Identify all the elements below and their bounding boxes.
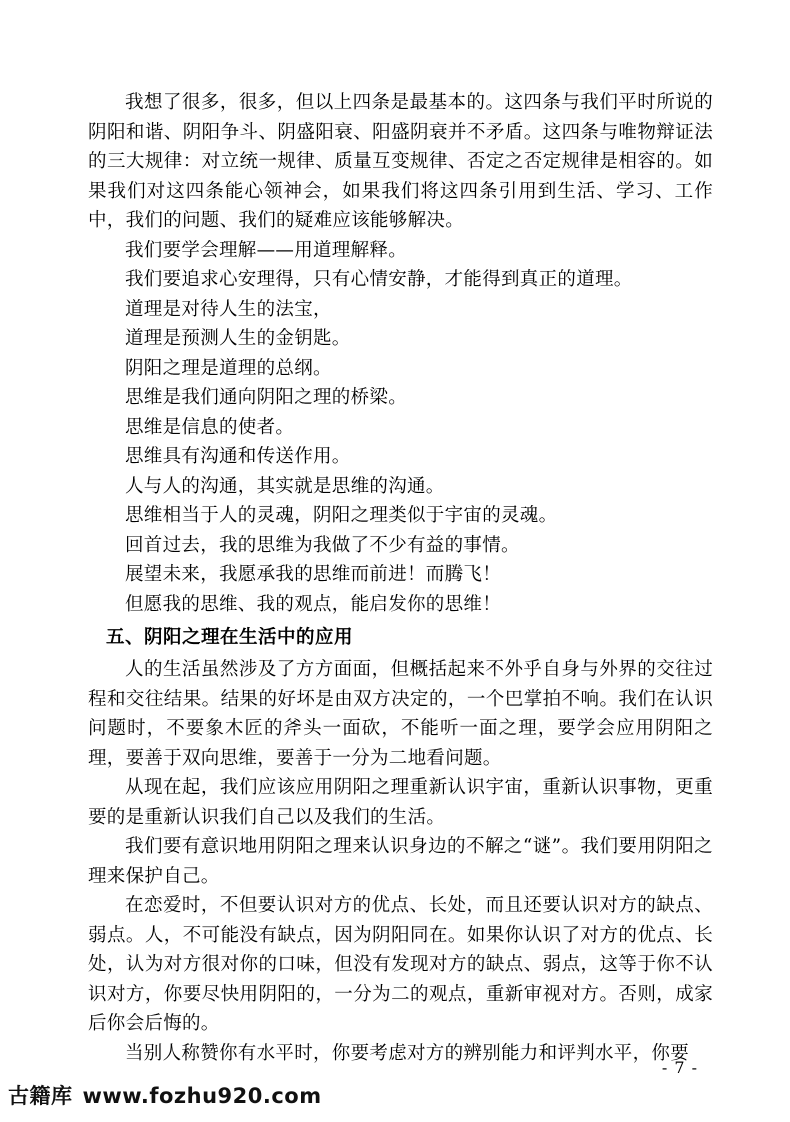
text-line-10: 思维相当于人的灵魂，阴阳之理类似于宇宙的灵魂。 — [125, 505, 558, 526]
text-line-2: 我们要追求心安理得，只有心情安静，才能得到真正的道理。 — [125, 269, 633, 290]
watermark-site: www.fozhu920.com — [82, 1084, 322, 1108]
text-line-9: 人与人的沟通，其实就是思维的沟通。 — [125, 475, 445, 497]
text-line-1: 我们要学会理解——用道理解释。 — [125, 239, 408, 261]
text-line-13: 但愿我的思维、我的观点，能启发你的思维！ — [125, 593, 502, 615]
text-line-8: 思维具有沟通和传送作用。 — [125, 446, 351, 467]
text-line-4: 道理是预测人生的金钥匙。 — [125, 328, 351, 349]
text-line-6: 思维是我们通向阴阳之理的桥梁。 — [125, 387, 408, 408]
paragraph-6: 当别人称赞你有水平时，你要考虑对方的辨别能力和评判水平，你要 — [125, 1042, 690, 1064]
watermark — [8, 1080, 322, 1110]
text-line-7: 思维是信息的使者。 — [125, 416, 295, 438]
text-line-3: 道理是对待人生的法宝， — [125, 298, 332, 320]
paragraph-2: 人的生活虽然涉及了方方面面，但概括起来不外乎自身与外界的交往过程和交往结果。结果的好坏是由双方决定的，一个巴掌拍不响。我们在认识问题时，不要象木匠的斧头一面砍，不能听一面之理，要学会应用阴阳之理，要善于双向思维，要善于一分为二地看问题。 — [88, 659, 713, 769]
text-line-5: 阴阳之理是道理的总纲。 — [125, 357, 332, 379]
paragraph-3: 从现在起，我们应该应用阴阳之理重新认识宇宙，重新认识事物，更重要的是重新认识我们自己以及我们的生活。 — [88, 777, 713, 828]
page-number: - 7 - — [661, 1058, 698, 1077]
text-line-12: 展望未来，我愿承我的思维而前进！而腾飞！ — [125, 564, 502, 585]
paragraph-4: 我们要有意识地用阴阳之理来认识身边的不解之“谜”。我们要用阴阳之理来保护自己。 — [88, 836, 713, 887]
paragraph-5: 在恋爱时，不但要认识对方的优点、长处，而且还要认识对方的缺点、弱点。人，不可能没有缺点，因为阴阳同在。如果你认识了对方的优点、长处，认为对方很对你的口味，但没有发现对方的缺点、弱点，这等于你不认识对方，你要尽快用阴阳的，一分为二的观点，重新审视对方。否则，成家后你会后悔的。 — [88, 895, 713, 1034]
text-line-11: 回首过去，我的思维为我做了不少有益的事情。 — [125, 534, 520, 556]
section-heading: 五、阴阳之理在生活中的应用 — [106, 627, 354, 648]
watermark-brand: 古籍库 — [8, 1084, 73, 1108]
paragraph-1: 我想了很多，很多，但以上四条是最基本的。这四条与我们平时所说的阴阳和谐、阴阳争斗、阴盛阳衰、阳盛阴衰并不矛盾。这四条与唯物辩证法的三大规律：对立统一规律、质量互变规律、否定之否定规律是相容的。如果我们对这四条能心领神会，如果我们将这四条引用到生活、学习、工作中，我们的问题、我们的疑难应该能够解决。 — [88, 92, 713, 231]
page-body — [88, 88, 713, 1068]
